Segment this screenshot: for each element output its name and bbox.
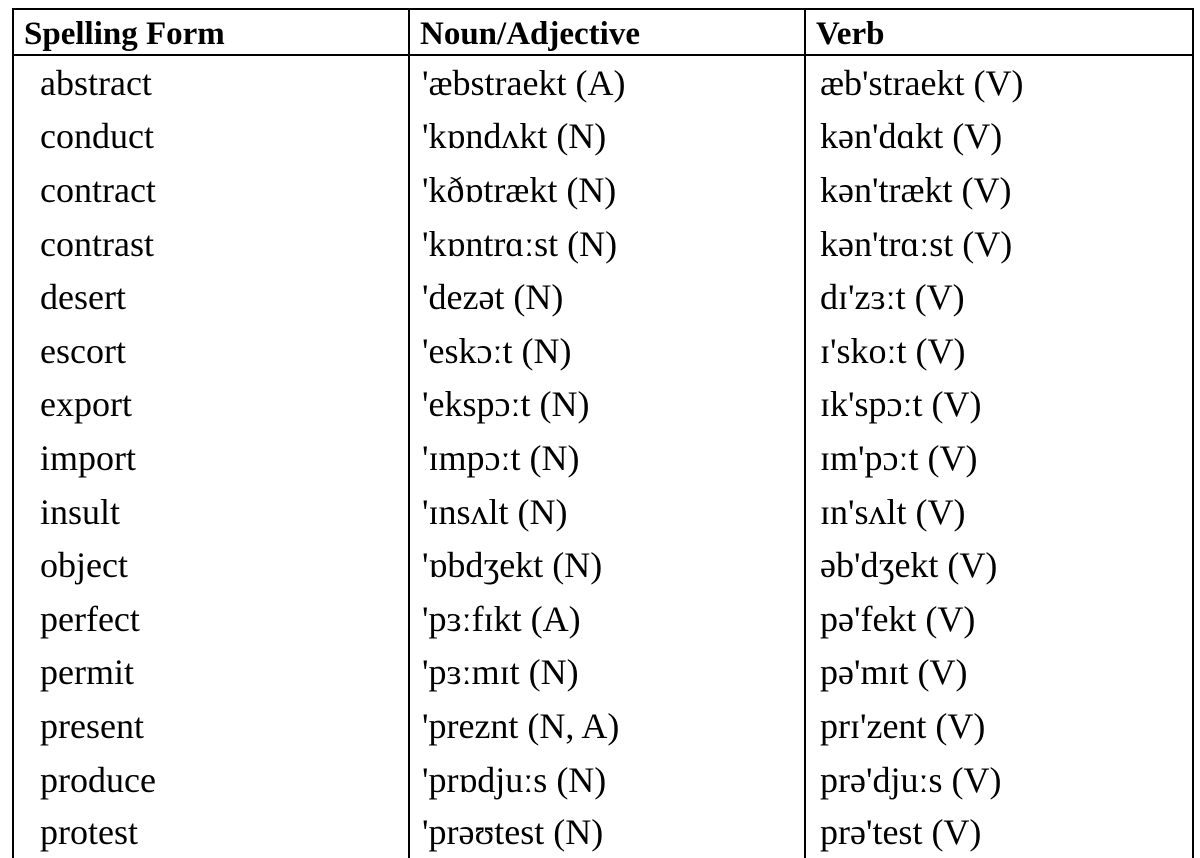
noun-adjective-cell: 'dezət (N) xyxy=(409,270,805,324)
noun-adjective-cell: 'pɜːfɪkt (A) xyxy=(409,592,805,646)
header-row xyxy=(13,9,1193,55)
spelling-cell: present xyxy=(13,699,409,753)
verb-cell: əb'dʒekt (V) xyxy=(805,538,1193,592)
header-verb: Verb xyxy=(805,9,1193,55)
verb-cell: ɪm'pɔːt (V) xyxy=(805,431,1193,485)
table-row xyxy=(13,217,1193,271)
verb-cell: ɪn'sʌlt (V) xyxy=(805,485,1193,539)
pronunciation-table-container xyxy=(12,8,1192,858)
spelling-cell: produce xyxy=(13,753,409,807)
table-row xyxy=(13,592,1193,646)
table-row xyxy=(13,110,1193,164)
noun-adjective-cell: 'prəʊtest (N) xyxy=(409,806,805,858)
verb-cell: prɪ'zent (V) xyxy=(805,699,1193,753)
noun-adjective-cell: 'ɪmpɔːt (N) xyxy=(409,431,805,485)
verb-cell: ɪ'skoːt (V) xyxy=(805,324,1193,378)
spelling-cell: export xyxy=(13,378,409,432)
spelling-cell: import xyxy=(13,431,409,485)
table-row xyxy=(13,646,1193,700)
header-spelling-form: Spelling Form xyxy=(13,9,409,55)
table-row xyxy=(13,699,1193,753)
spelling-cell: abstract xyxy=(13,55,409,110)
verb-cell: pə'mɪt (V) xyxy=(805,646,1193,700)
spelling-cell: object xyxy=(13,538,409,592)
spelling-cell: desert xyxy=(13,270,409,324)
spelling-cell: escort xyxy=(13,324,409,378)
table-row xyxy=(13,324,1193,378)
noun-adjective-cell: 'ɒbdʒekt (N) xyxy=(409,538,805,592)
verb-cell: æb'straekt (V) xyxy=(805,55,1193,110)
noun-adjective-cell: 'eskɔːt (N) xyxy=(409,324,805,378)
noun-adjective-cell: 'kɒndʌkt (N) xyxy=(409,110,805,164)
noun-adjective-cell: 'ekspɔːt (N) xyxy=(409,378,805,432)
table-row xyxy=(13,538,1193,592)
spelling-cell: conduct xyxy=(13,110,409,164)
noun-adjective-cell: 'kɒntrɑːst (N) xyxy=(409,217,805,271)
spelling-cell: permit xyxy=(13,646,409,700)
spelling-cell: contrast xyxy=(13,217,409,271)
table-row xyxy=(13,55,1193,110)
header-noun-adjective: Noun/Adjective xyxy=(409,9,805,55)
verb-cell: prə'test (V) xyxy=(805,806,1193,858)
verb-cell: prə'djuːs (V) xyxy=(805,753,1193,807)
table-row xyxy=(13,163,1193,217)
noun-adjective-cell: 'pɜːmɪt (N) xyxy=(409,646,805,700)
spelling-cell: perfect xyxy=(13,592,409,646)
table-row xyxy=(13,753,1193,807)
table-row xyxy=(13,270,1193,324)
table-row xyxy=(13,378,1193,432)
spelling-cell: contract xyxy=(13,163,409,217)
noun-adjective-cell: 'prɒdjuːs (N) xyxy=(409,753,805,807)
verb-cell: kən'trækt (V) xyxy=(805,163,1193,217)
noun-adjective-cell: 'preznt (N, A) xyxy=(409,699,805,753)
verb-cell: kən'trɑːst (V) xyxy=(805,217,1193,271)
noun-adjective-cell: 'ɪnsʌlt (N) xyxy=(409,485,805,539)
verb-cell: kən'dɑkt (V) xyxy=(805,110,1193,164)
spelling-cell: protest xyxy=(13,806,409,858)
verb-cell: ɪk'spɔːt (V) xyxy=(805,378,1193,432)
table-row xyxy=(13,485,1193,539)
noun-adjective-cell: 'kðɒtrækt (N) xyxy=(409,163,805,217)
table-row xyxy=(13,431,1193,485)
stress-shift-table xyxy=(12,8,1194,858)
noun-adjective-cell: 'æbstraekt (A) xyxy=(409,55,805,110)
table-row xyxy=(13,806,1193,858)
verb-cell: dɪ'zɜːt (V) xyxy=(805,270,1193,324)
spelling-cell: insult xyxy=(13,485,409,539)
verb-cell: pə'fekt (V) xyxy=(805,592,1193,646)
